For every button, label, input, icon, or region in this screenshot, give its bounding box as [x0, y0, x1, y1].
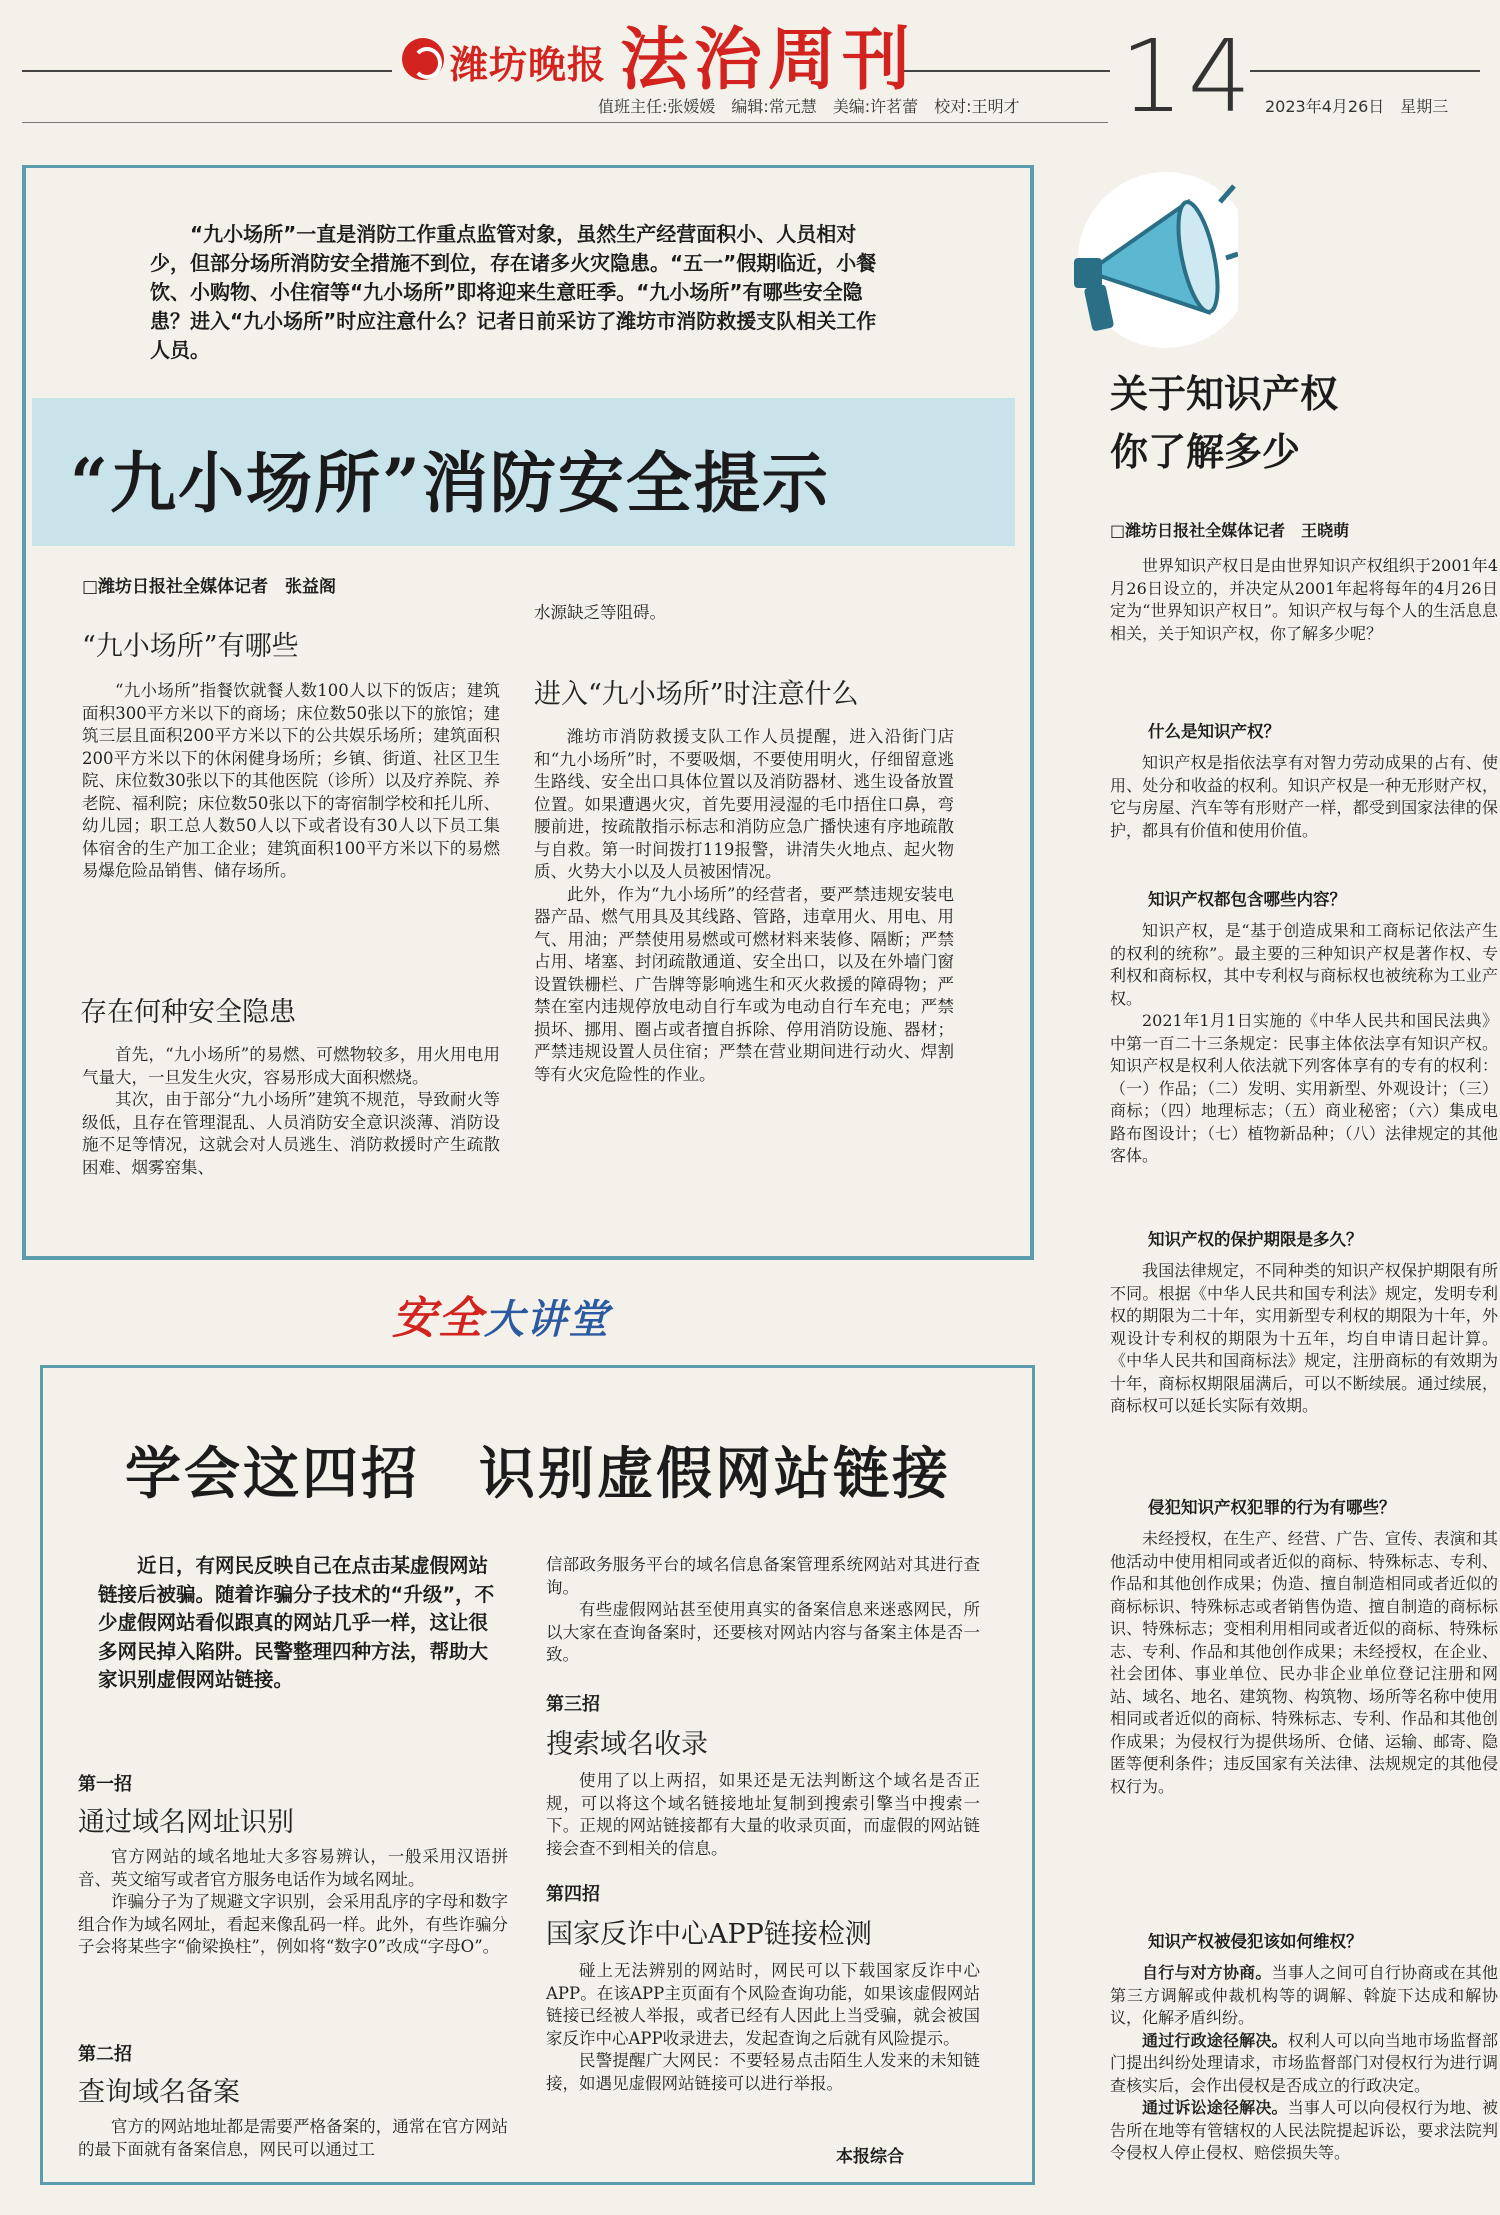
ip-question-2: 知识产权都包含哪些内容？: [1148, 890, 1346, 909]
paragraph: 2021年1月1日实施的《中华人民共和国民法典》中第一百二十三条规定：民事主体依法享有知识产权。知识产权是权利人依法就下列客体享有的专有的权利：（一）作品；（二）发明、实用新型、外观设计；（三）商标；（四）地理标志；（五）商业秘密；（六）集成电路布图设计；（七）植物新品种；（八）法律规定的其他客体。: [1110, 1011, 1498, 1165]
ip-intro: [1110, 555, 1498, 645]
ip-title-line2: 你了解多少: [1110, 430, 1301, 474]
fire-section1-body: [82, 680, 500, 883]
paragraph: 知识产权，是“基于创造成果和工商标记依法产生的权利的统称”。最主要的三种知识产权是著作权、专利权和商标权，其中专利权与商标权也被统称为工业产权。: [1110, 921, 1498, 1008]
fire-section3-body: [534, 726, 954, 1086]
ip-answer-3: [1110, 1260, 1498, 1418]
fire-article-byline: □潍坊日报社全媒体记者 张益阁: [82, 577, 337, 597]
publication-date: 2023年4月26日 星期三: [1265, 97, 1449, 116]
paragraph: 其次，由于部分“九小场所”建筑不规范，导致耐火等级低，且存在管理混乱、人员消防安全意识淡薄、消防设施不足等情况，这就会对人员逃生、消防救援时产生疏散困难、烟雾窑集、: [82, 1090, 500, 1177]
masthead-rule-right-2: [1250, 70, 1480, 72]
paragraph: 民警提醒广大网民：不要轻易点击陌生人发来的未知链接，如遇见虚假网站链接可以进行举报。: [546, 2051, 980, 2093]
lecture-tag-safety: 安全: [392, 1293, 484, 1344]
ip-question-3: 知识产权的保护期限是多久？: [1148, 1230, 1363, 1249]
section-name: 法治周刊: [620, 20, 917, 100]
ip-title-line1: 关于知识产权: [1110, 372, 1339, 416]
fire-col2-carry: [534, 602, 954, 625]
fire-section3-head: 进入“九小场所”时注意什么: [534, 679, 859, 710]
fire-article-lead: “九小场所”一直是消防工作重点监管对象，虽然生产经营面积小、人员相对少，但部分场所消防安全措施不到位，存在诸多火灾隐患。“五一”假期临近，小餐饮、小购物、小住宿等“九小场所”即将迎来生意旺季。“九小场所”有哪些安全隐患？进入“九小场所”时应注意什么？记者日前采访了潍坊市消防救援支队相关工作人员。: [150, 222, 877, 362]
paragraph: 潍坊市消防救援支队工作人员提醒，进入沿街门店和“九小场所”时，不要吸烟，不要使用明火，仔细留意逃生路线、安全出口具体位置以及消防器材、逃生设备放置位置。如果遭遇火灾，首先要用浸湿的毛巾捂住口鼻，弯腰前进，按疏散指示标志和消防应急广播快速有序地疏散与自救。第一时间拨打119报警，讲清失火地点、起火物质、火势大小以及人员被困情况。: [534, 727, 954, 881]
ip-answer-1: [1110, 752, 1498, 842]
move-2-body: [78, 2116, 508, 2161]
ip-answer-4: [1110, 1528, 1498, 1798]
paragraph: 官方网站的域名地址大多容易辨认，一般采用汉语拼音、英文缩写或者官方服务电话作为域名网址。: [78, 1847, 508, 1889]
fire-section2-body: [82, 1044, 500, 1179]
move-3-name: 搜索域名收录: [546, 1729, 708, 1760]
fire-section2-head: 存在何种安全隐患: [80, 997, 296, 1028]
ip-answer-5: [1110, 1962, 1498, 2165]
move-3-number: 第三招: [546, 1694, 600, 1715]
method-text: 当事人之间可自行协商或在其他第三方调解或仲裁机构等的调解、斡旋下达成和解协议，化解矛盾纠纷。: [1110, 1963, 1498, 2027]
ip-question-4: 侵犯知识产权犯罪的行为有哪些？: [1148, 1498, 1396, 1517]
megaphone-icon: [1048, 162, 1238, 362]
paragraph: 首先，“九小场所”的易燃、可燃物较多，用火用电用气量大，一旦发生火灾，容易形成大面积燃烧。: [82, 1045, 500, 1087]
ip-answer-2: [1110, 920, 1498, 1168]
method-label: 通过诉讼途径解决。: [1142, 2098, 1288, 2117]
editor-credits: 值班主任:张媛媛 编辑:常元慧 美编:许茗蕾 校对:王明才: [598, 97, 1020, 116]
fire-article-title: “九小场所”消防安全提示: [70, 444, 830, 522]
move-1-number: 第一招: [78, 1774, 132, 1795]
masthead-rule-left: [22, 70, 392, 72]
move-2-number: 第二招: [78, 2044, 132, 2065]
paragraph: 此外，作为“九小场所”的经营者，要严禁违规安装电器产品、燃气用具及其线路、管路，违章用火、用电、用气、用油；严禁使用易燃或可燃材料来装修、隔断；严禁占用、堵塞、封闭疏散通道、安全出口，以及在外墙门窗设置铁栅栏、广告牌等影响逃生和灭火救援的障碍物；严禁在室内违规停放电动自行车或为电动自行车充电；严禁损坏、挪用、圈占或者擅自拆除、停用消防设施、器材；严禁违规设置人员住宿；严禁在营业期间进行动火、焊割等有火灾危险性的作业。: [534, 884, 954, 1084]
ip-question-5: 知识产权被侵犯该如何维权？: [1148, 1932, 1363, 1951]
paragraph: [1110, 1962, 1498, 2030]
lecture-article-lead: 近日，有网民反映自己在点击某虚假网站链接后被骗。随着诈骗分子技术的“升级”，不少虚假网站看似跟真的网站几乎一样，这让很多网民掉入陷阱。民警整理四种方法，帮助大家识别虚假网站链接。: [98, 1554, 495, 1691]
move-1-body: [78, 1846, 508, 1959]
move-2-name: 查询域名备案: [78, 2077, 240, 2108]
paragraph: 我国法律规定，不同种类的知识产权保护期限有所不同。根据《中华人民共和国专利法》规定，发明专利权的期限为二十年，实用新型专利权的期限为十年，外观设计专利权的期限为十五年，均自申请日起计算。《中华人民共和国商标法》规定，注册商标的有效期为十年，商标权期限届满后，可以不断续展。通过续展，商标权可以延长实际有效期。: [1110, 1261, 1498, 1415]
fire-section1-head: “九小场所”有哪些: [82, 631, 299, 662]
newspaper-logo-icon: [402, 38, 444, 80]
paragraph: [1110, 2097, 1498, 2165]
ip-article-byline: □潍坊日报社全媒体记者 王晓萌: [1110, 521, 1350, 540]
lecture-tag-class: 大讲堂: [484, 1296, 610, 1343]
page-number: 14: [1120, 18, 1256, 135]
move-1-name: 通过域名网址识别: [78, 1807, 294, 1838]
masthead-bottom-rule: [22, 122, 1108, 123]
paragraph: 水源缺乏等阻碍。: [534, 603, 666, 622]
method-text: 当事人可以向侵权行为地、被告所在地等有管辖权的人民法院提起诉讼，要求法院判令侵权人停止侵权、赔偿损失等。: [1110, 2098, 1498, 2162]
paragraph: 有些虚假网站甚至使用真实的备案信息来迷惑网民，所以大家在查询备案时，还要核对网站内容与备案主体是否一致。: [546, 1600, 980, 1664]
lecture-tag: [392, 1282, 692, 1344]
paragraph: 信部政务服务平台的域名信息备案管理系统网站对其进行查询。: [546, 1555, 980, 1597]
move-3-body: [546, 1770, 980, 1860]
move-4-number: 第四招: [546, 1884, 600, 1905]
paragraph: 未经授权，在生产、经营、广告、宣传、表演和其他活动中使用相同或者近似的商标、特殊标志、专利、作品和其他创作成果；伪造、擅自制造相同或者近似的商标标识、特殊标志或者销售伪造、擅自制造的商标标识、特殊标志；变相利用相同或者近似的商标、特殊标志、专利、作品和其他创作成果；未经授权，在企业、社会团体、事业单位、民办非企业单位登记注册和网站、域名、地名、建筑物、构筑物、场所等名称中使用相同或者近似的商标、特殊标志、专利、作品和其他创作成果；为侵权行为提供场所、仓储、运输、邮寄、隐匿等便利条件；违反国家有关法律、法规规定的其他侵权行为。: [1110, 1529, 1498, 1796]
ip-question-1: 什么是知识产权？: [1148, 722, 1280, 741]
paragraph: 世界知识产权日是由世界知识产权组织于2001年4月26日设立的，并决定从2001年起将每年的4月26日定为“世界知识产权日”。知识产权与每个人的生活息息相关，关于知识产权，你了解多少呢？: [1110, 556, 1498, 643]
move-4-name: 国家反诈中心APP链接检测: [546, 1919, 872, 1950]
move-2-continued: [546, 1554, 980, 1667]
method-label: 自行与对方协商。: [1142, 1963, 1272, 1982]
paragraph: 诈骗分子为了规避文字识别，会采用乱序的字母和数字组合作为域名网址，看起来像乱码一样。此外，有些诈骗分子会将某些字“偷梁换柱”，例如将“数字0”改成“字母O”。: [78, 1892, 508, 1956]
paragraph: 碰上无法辨别的网站时，网民可以下载国家反诈中心APP。在该APP主页面有个风险查询功能，如果该虚假网站链接已经被人举报，或者已经有人因此上当受骗，就会被国家反诈中心APP收录进去，发起查询之后就有风险提示。: [546, 1961, 980, 2048]
paragraph: 知识产权是指依法享有对智力劳动成果的占有、使用、处分和收益的权利。知识产权是一种无形财产权，它与房屋、汽车等有形财产一样，都受到国家法律的保护，都具有价值和使用价值。: [1110, 753, 1498, 840]
masthead-rule-right: [900, 70, 1110, 72]
lecture-article-title: 学会这四招 识别虚假网站链接: [125, 1442, 951, 1507]
article-source: 本报综合: [836, 2147, 904, 2167]
paragraph: “九小场所”指餐饮就餐人数100人以下的饭店；建筑面积300平方米以下的商场；床位数50张以下的旅馆；建筑三层且面积200平方米以下的公共娱乐场所；建筑面积200平方米以下的休闲健身场所；乡镇、街道、社区卫生院、床位数30张以下的其他医院（诊所）以及疗养院、养老院、福利院；床位数50张以下的寄宿制学校和托儿所、幼儿园；职工总人数50人以下或者设有30人以下员工集体宿舍的生产加工企业；建筑面积100平方米以下的易燃易爆危险品销售、储存场所。: [82, 681, 500, 880]
ip-article-title: [1110, 365, 1410, 481]
move-4-body: [546, 1960, 980, 2095]
paragraph: 使用了以上两招，如果还是无法判断这个域名是否正规，可以将这个域名链接地址复制到搜索引擎当中搜索一下。正规的网站链接都有大量的收录页面，而虚假的网站链接会查不到相关的信息。: [546, 1771, 980, 1858]
method-text: 权利人可以向当地市场监督部门提出纠纷处理请求，市场监督部门对侵权行为进行调查核实后，会作出侵权是否成立的行政决定。: [1110, 2030, 1498, 2095]
paragraph: 官方的网站地址都是需要严格备案的，通常在官方网站的最下面就有备案信息，网民可以通过工: [78, 2117, 508, 2159]
newspaper-name: 潍坊晚报: [450, 42, 607, 87]
paragraph: [1110, 2030, 1498, 2098]
method-label: 通过行政途径解决。: [1142, 2030, 1288, 2050]
